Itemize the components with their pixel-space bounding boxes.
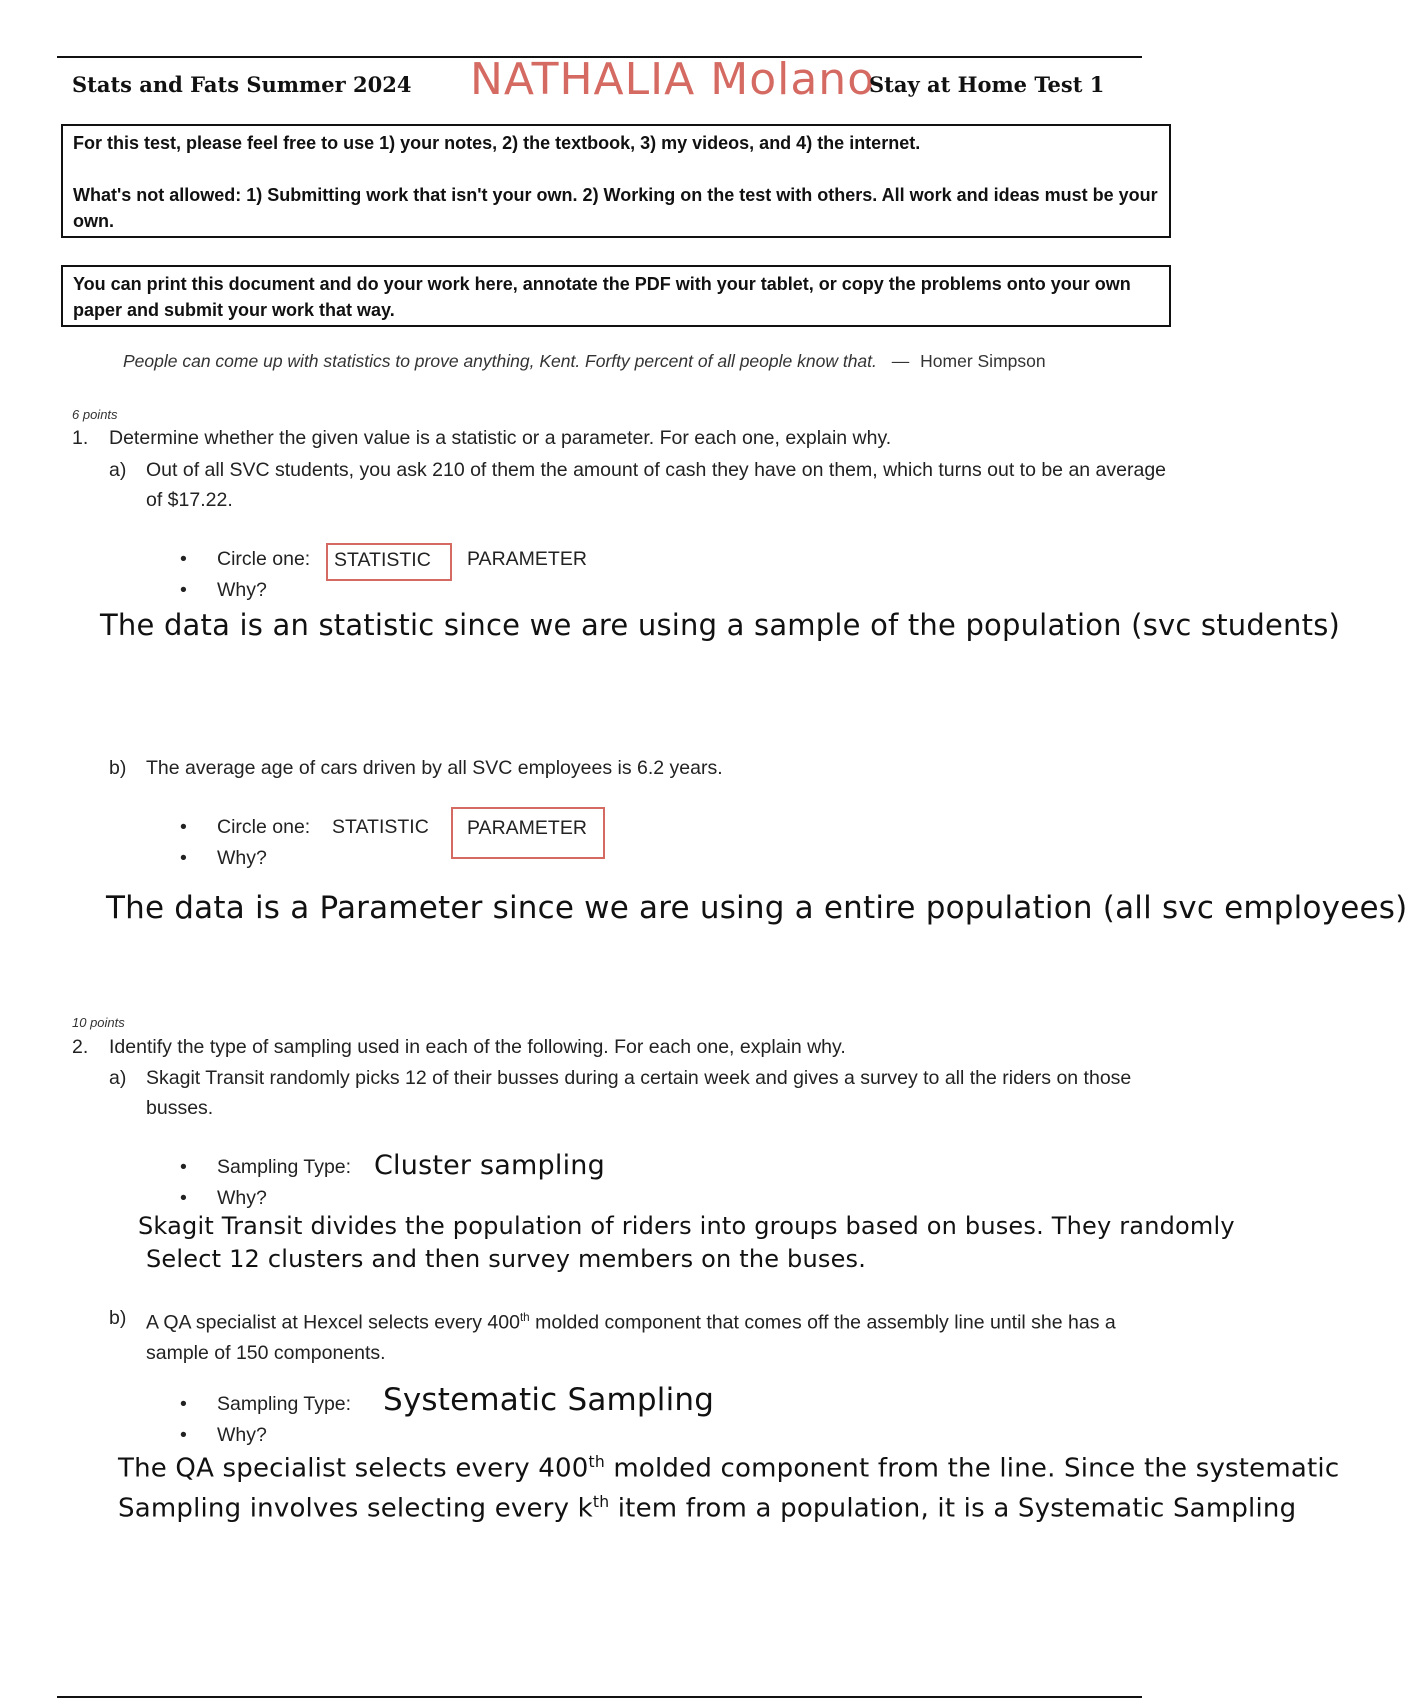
q1a-circle-row [180, 548, 310, 571]
test-title: Stay at Home Test 1 [869, 72, 1105, 97]
q2-prompt [72, 1036, 846, 1059]
course-title: Stats and Fats Summer 2024 [72, 72, 412, 97]
q1a-letter: a) [109, 459, 127, 481]
quote-text: People can come up with statistics to prove anything, Kent. Forfty percent of all people know that. [123, 351, 877, 371]
q1b-option-parameter-circled[interactable]: PARAMETER [451, 807, 605, 859]
q1a-answer-handwritten: The data is an statistic since we are using a sample of the population (svc students) [100, 608, 1341, 642]
q1a-why-row [180, 579, 267, 602]
q2b-type-answer-handwritten: Systematic Sampling [383, 1382, 715, 1418]
q2-points: 10 points [72, 1015, 125, 1030]
q2-number: 2. [72, 1036, 89, 1058]
q1a-option-parameter[interactable]: PARAMETER [467, 548, 587, 570]
q2a-letter: a) [109, 1067, 127, 1089]
q1b-why-label: Why? [217, 847, 267, 869]
q2b-type-label: Sampling Type: [217, 1393, 352, 1415]
bottom-rule [57, 1696, 1142, 1698]
rules-box [61, 124, 1171, 238]
q1a-option-statistic-circled[interactable]: STATISTIC [326, 543, 452, 581]
q1b-circle-row [180, 816, 310, 839]
student-name-handwritten: NATHALIA Molano [470, 54, 876, 105]
q1a-text: Out of all SVC students, you ask 210 of them the amount of cash they have on them, which turns out to be an average of $17.22. [146, 459, 1167, 511]
q2a-text: Skagit Transit randomly picks 12 of their busses during a certain week and gives a survey to all the riders on those busses. [146, 1067, 1132, 1119]
q2b-text [146, 1303, 1169, 1368]
q2a-type-label: Sampling Type: [217, 1156, 352, 1178]
q2b-answer-line-2 [118, 1493, 1297, 1524]
q1-prompt [72, 427, 891, 450]
q2a-why-label: Why? [217, 1187, 267, 1209]
q2b-text-after: molded component that comes off the assembly line until she has a sample of 150 components. [146, 1311, 1116, 1364]
q2b-question [109, 1303, 1169, 1368]
q2-prompt-text: Identify the type of sampling used in each of the following. For each one, explain why. [109, 1036, 846, 1058]
q1b-question [109, 753, 1169, 783]
q1a-why-label: Why? [217, 579, 267, 601]
q2a-question [109, 1063, 1169, 1123]
q2b-answer-line-1-sup: th [588, 1453, 605, 1471]
q1a-circle-label: Circle one: [217, 548, 311, 570]
q2b-type-row [180, 1393, 351, 1416]
q2a-answer-line-1: Skagit Transit divides the population of riders into groups based on buses. They randomly [138, 1212, 1235, 1240]
q2b-answer-line-2-sup: th [592, 1493, 610, 1511]
q1b-letter: b) [109, 757, 127, 779]
q2b-why-label: Why? [217, 1424, 267, 1446]
q2a-type-row [180, 1156, 351, 1179]
q2b-text-before: A QA specialist at Hexcel selects every 400 [146, 1311, 520, 1334]
not-allowed-text: What's not allowed: 1) Submitting work that isn't your own. 2) Working on the test with others. All work and ideas must be your own. [73, 185, 1158, 231]
q2a-type-answer-handwritten: Cluster sampling [374, 1150, 605, 1181]
q1b-option-statistic[interactable]: STATISTIC [332, 816, 429, 838]
q2a-why-row [180, 1187, 267, 1210]
q2b-answer-line-2-before: Sampling involves selecting every k [118, 1493, 593, 1524]
q2b-answer-line-1 [118, 1453, 1340, 1484]
q2b-why-row [180, 1424, 267, 1447]
q2b-text-sup: th [519, 1311, 530, 1324]
submission-box [61, 265, 1171, 327]
q1-number: 1. [72, 427, 89, 449]
q2b-answer-line-1-after: molded component from the line. Since the systematic [604, 1453, 1340, 1484]
q1b-circle-label: Circle one: [217, 816, 311, 838]
q1b-text: The average age of cars driven by all SVC employees is 6.2 years. [146, 757, 723, 779]
q2b-answer-line-2-after: item from a population, it is a Systematic Sampling [609, 1493, 1297, 1524]
q1a-question [109, 455, 1169, 515]
epigraph [123, 351, 1046, 372]
q1-prompt-text: Determine whether the given value is a statistic or a parameter. For each one, explain why. [109, 427, 892, 449]
q2b-answer-line-1-before: The QA specialist selects every 400 [118, 1453, 589, 1484]
quote-dash: — [891, 351, 910, 371]
quote-author: Homer Simpson [920, 351, 1046, 371]
submission-text: You can print this document and do your work here, annotate the PDF with your tablet, or copy the problems onto your own paper and submit your work that way. [73, 274, 1131, 320]
q1-points: 6 points [72, 407, 118, 422]
q2a-answer-line-2: Select 12 clusters and then survey members on the buses. [146, 1245, 867, 1273]
allowed-text: For this test, please feel free to use 1) your notes, 2) the textbook, 3) my videos, and 4) the internet. [73, 133, 921, 153]
q1b-why-row [180, 847, 267, 870]
q2b-letter: b) [109, 1307, 127, 1329]
q1b-answer-handwritten: The data is a Parameter since we are using a entire population (all svc employees) [106, 890, 1407, 926]
